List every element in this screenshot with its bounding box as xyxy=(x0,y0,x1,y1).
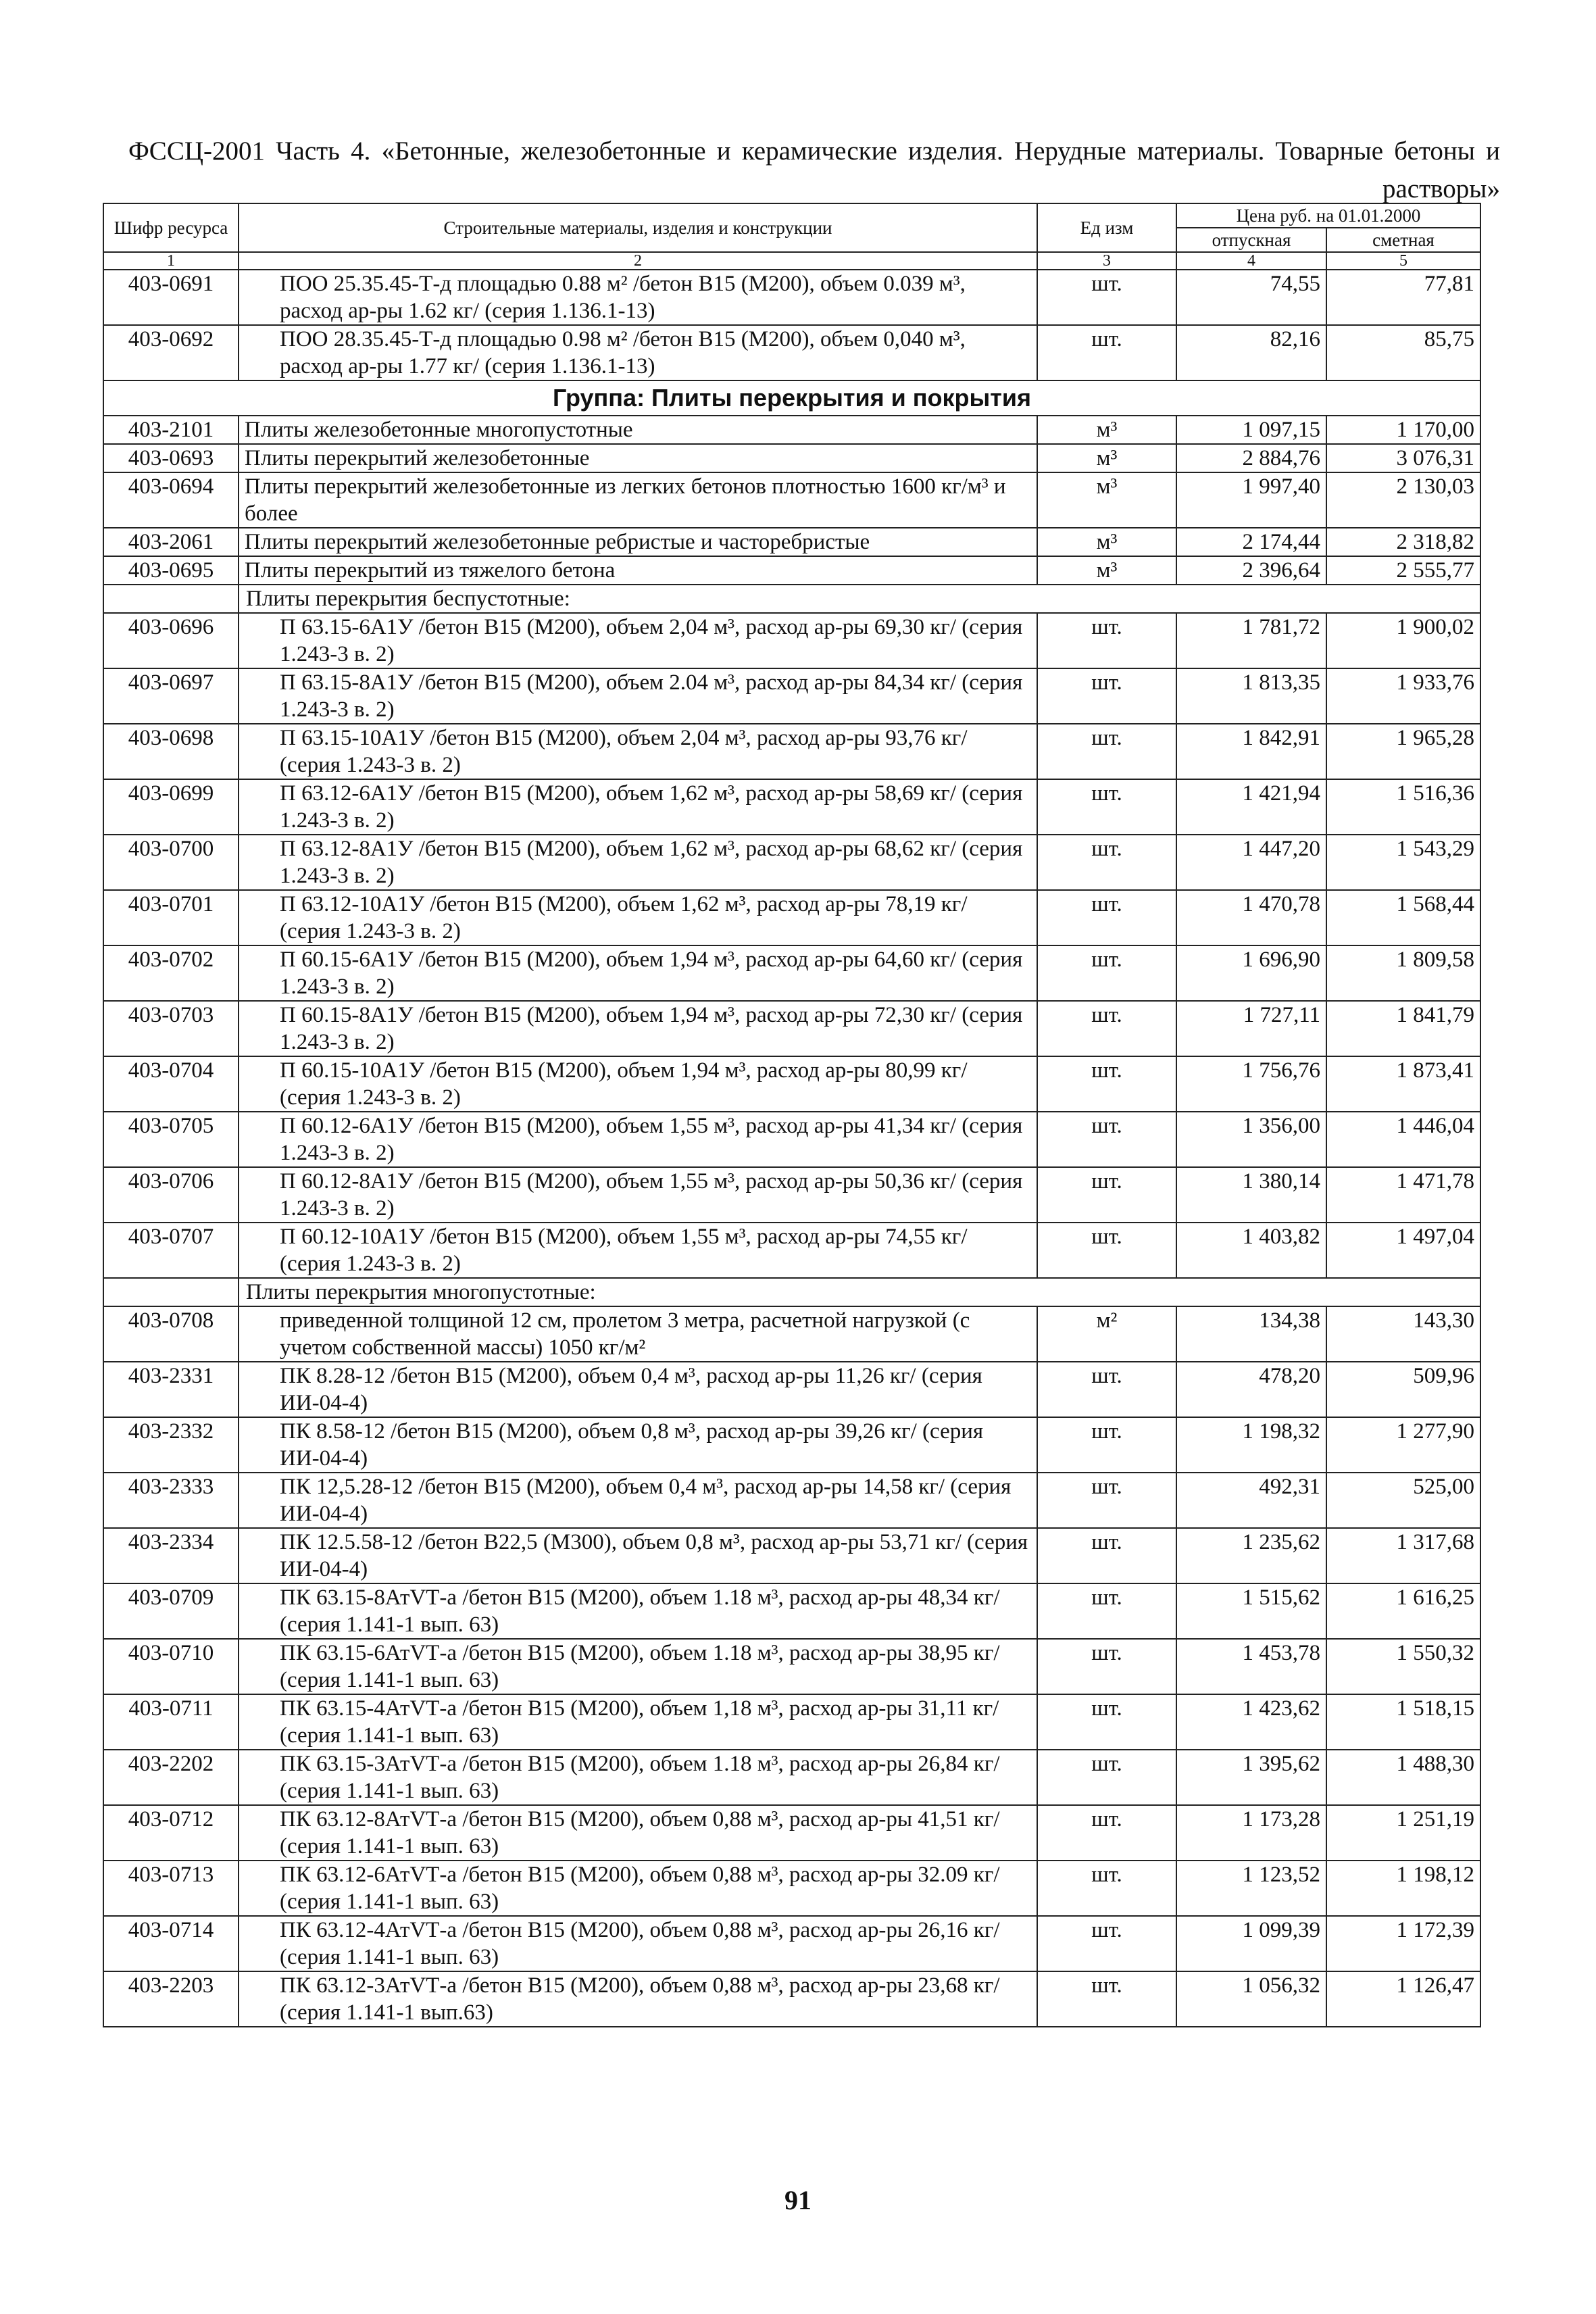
table-row xyxy=(103,945,1480,1001)
col-header-sale: отпускная xyxy=(1176,228,1326,252)
sale-price-cell: 134,38 xyxy=(1176,1306,1326,1362)
sale-price-cell: 1 198,32 xyxy=(1176,1417,1326,1473)
subgroup-row xyxy=(103,1278,1480,1306)
subgroup-row xyxy=(103,585,1480,613)
sale-price-cell: 1 515,62 xyxy=(1176,1583,1326,1639)
price-table xyxy=(103,203,1481,2027)
unit-cell: шт. xyxy=(1037,1694,1176,1750)
material-name-cell: Плиты перекрытий железобетонные ребристые и часторебристые xyxy=(239,528,1037,556)
sale-price-cell: 1 173,28 xyxy=(1176,1805,1326,1861)
estimate-price-cell: 1 488,30 xyxy=(1326,1750,1480,1805)
resource-code-cell: 403-0694 xyxy=(103,472,239,528)
resource-code-cell: 403-0692 xyxy=(103,325,239,380)
table-row xyxy=(103,779,1480,835)
empty-cell xyxy=(103,1278,239,1306)
estimate-price-cell: 1 446,04 xyxy=(1326,1112,1480,1167)
estimate-price-cell: 2 555,77 xyxy=(1326,556,1480,585)
material-name-cell: П 63.15-10А1У /бетон В15 (М200), объем 2,04 м³, расход ар-ры 93,76 кг/ (серия 1.243-3 в. 2) xyxy=(239,724,1037,779)
col-number: 4 xyxy=(1176,252,1326,270)
material-name-cell: ПК 63.15-8АтVТ-а /бетон В15 (М200), объем 1.18 м³, расход ар-ры 48,34 кг/ (серия 1.141-1 вып. 63) xyxy=(239,1583,1037,1639)
resource-code-cell: 403-2061 xyxy=(103,528,239,556)
resource-code-cell: 403-0714 xyxy=(103,1916,239,1971)
estimate-price-cell: 1 172,39 xyxy=(1326,1916,1480,1971)
table-row xyxy=(103,270,1480,325)
material-name-cell: Плиты железобетонные многопустотные xyxy=(239,416,1037,444)
sale-price-cell: 82,16 xyxy=(1176,325,1326,380)
unit-cell: шт. xyxy=(1037,668,1176,724)
sale-price-cell: 1 356,00 xyxy=(1176,1112,1326,1167)
estimate-price-cell: 1 518,15 xyxy=(1326,1694,1480,1750)
sale-price-cell: 1 395,62 xyxy=(1176,1750,1326,1805)
resource-code-cell: 403-0696 xyxy=(103,613,239,668)
estimate-price-cell: 1 900,02 xyxy=(1326,613,1480,668)
resource-code-cell: 403-2101 xyxy=(103,416,239,444)
resource-code-cell: 403-2203 xyxy=(103,1971,239,2027)
unit-cell: шт. xyxy=(1037,1473,1176,1528)
table-row xyxy=(103,1167,1480,1223)
resource-code-cell: 403-0712 xyxy=(103,1805,239,1861)
material-name-cell: П 60.12-6А1У /бетон В15 (М200), объем 1,55 м³, расход ар-ры 41,34 кг/ (серия 1.243-3 в. 2) xyxy=(239,1112,1037,1167)
table-row xyxy=(103,556,1480,585)
resource-code-cell: 403-0705 xyxy=(103,1112,239,1167)
estimate-price-cell: 1 616,25 xyxy=(1326,1583,1480,1639)
estimate-price-cell: 1 198,12 xyxy=(1326,1861,1480,1916)
col-header-price: Цена руб. на 01.01.2000 xyxy=(1176,203,1480,228)
group-heading-row xyxy=(103,380,1480,416)
table-row xyxy=(103,325,1480,380)
unit-cell: шт. xyxy=(1037,1223,1176,1278)
table-row xyxy=(103,472,1480,528)
table-row xyxy=(103,1112,1480,1167)
estimate-price-cell: 1 841,79 xyxy=(1326,1001,1480,1056)
material-name-cell: ПК 63.12-8АтVТ-а /бетон В15 (М200), объем 0,88 м³, расход ар-ры 41,51 кг/ (серия 1.141-1 вып. 63) xyxy=(239,1805,1037,1861)
sale-price-cell: 478,20 xyxy=(1176,1362,1326,1417)
estimate-price-cell: 1 568,44 xyxy=(1326,890,1480,945)
resource-code-cell: 403-0698 xyxy=(103,724,239,779)
estimate-price-cell: 525,00 xyxy=(1326,1473,1480,1528)
table-row xyxy=(103,1528,1480,1583)
sale-price-cell: 1 423,62 xyxy=(1176,1694,1326,1750)
unit-cell: шт. xyxy=(1037,1805,1176,1861)
unit-cell: шт. xyxy=(1037,835,1176,890)
sale-price-cell: 1 470,78 xyxy=(1176,890,1326,945)
sale-price-cell: 1 781,72 xyxy=(1176,613,1326,668)
col-header-name: Строительные материалы, изделия и конструкции xyxy=(239,203,1037,252)
resource-code-cell: 403-0708 xyxy=(103,1306,239,1362)
col-number: 3 xyxy=(1037,252,1176,270)
material-name-cell: П 63.15-6А1У /бетон В15 (М200), объем 2,04 м³, расход ар-ры 69,30 кг/ (серия 1.243-3 в. 2) xyxy=(239,613,1037,668)
unit-cell: шт. xyxy=(1037,1971,1176,2027)
material-name-cell: ПК 63.15-3АтVТ-а /бетон В15 (М200), объем 1.18 м³, расход ар-ры 26,84 кг/ (серия 1.141-1 вып. 63) xyxy=(239,1750,1037,1805)
estimate-price-cell: 77,81 xyxy=(1326,270,1480,325)
table-row xyxy=(103,1916,1480,1971)
group-heading: Группа: Плиты перекрытия и покрытия xyxy=(103,380,1480,416)
table-row xyxy=(103,416,1480,444)
estimate-price-cell: 1 965,28 xyxy=(1326,724,1480,779)
resource-code-cell: 403-2333 xyxy=(103,1473,239,1528)
resource-code-cell: 403-0704 xyxy=(103,1056,239,1112)
table-row xyxy=(103,1223,1480,1278)
estimate-price-cell: 1 251,19 xyxy=(1326,1805,1480,1861)
table-row xyxy=(103,1639,1480,1694)
unit-cell: м² xyxy=(1037,1306,1176,1362)
resource-code-cell: 403-0713 xyxy=(103,1861,239,1916)
page-number: 91 xyxy=(784,2185,812,2215)
material-name-cell: ПК 8.58-12 /бетон В15 (М200), объем 0,8 м³, расход ар-ры 39,26 кг/ (серия ИИ-04-4) xyxy=(239,1417,1037,1473)
resource-code-cell: 403-0703 xyxy=(103,1001,239,1056)
sale-price-cell: 1 727,11 xyxy=(1176,1001,1326,1056)
page-title: ФССЦ-2001 Часть 4. «Бетонные, железобетонные и керамические изделия. Нерудные материалы. Товарные бетоны и растворы» xyxy=(128,137,1500,203)
table-row xyxy=(103,1861,1480,1916)
sale-price-cell: 2 396,64 xyxy=(1176,556,1326,585)
material-name-cell: ПК 63.12-6АтVТ-а /бетон В15 (М200), объем 0,88 м³, расход ар-ры 32.09 кг/ (серия 1.141-1 вып. 63) xyxy=(239,1861,1037,1916)
unit-cell: шт. xyxy=(1037,1362,1176,1417)
resource-code-cell: 403-0709 xyxy=(103,1583,239,1639)
material-name-cell: ПОО 28.35.45-Т-д площадью 0.98 м² /бетон В15 (М200), объем 0,040 м³, расход ар-ры 1.77 кг/ (серия 1.136.1-13) xyxy=(239,325,1037,380)
sale-price-cell: 1 056,32 xyxy=(1176,1971,1326,2027)
material-name-cell: ПК 8.28-12 /бетон В15 (М200), объем 0,4 м³, расход ар-ры 11,26 кг/ (серия ИИ-04-4) xyxy=(239,1362,1037,1417)
table-row xyxy=(103,1001,1480,1056)
unit-cell: шт. xyxy=(1037,613,1176,668)
resource-code-cell: 403-0693 xyxy=(103,444,239,472)
estimate-price-cell: 1 497,04 xyxy=(1326,1223,1480,1278)
sale-price-cell: 492,31 xyxy=(1176,1473,1326,1528)
col-number: 5 xyxy=(1326,252,1480,270)
unit-cell: шт. xyxy=(1037,1528,1176,1583)
material-name-cell: П 60.15-8А1У /бетон В15 (М200), объем 1,94 м³, расход ар-ры 72,30 кг/ (серия 1.243-3 в. 2) xyxy=(239,1001,1037,1056)
material-name-cell: ПК 63.15-6АтVТ-а /бетон В15 (М200), объем 1.18 м³, расход ар-ры 38,95 кг/ (серия 1.141-1 вып. 63) xyxy=(239,1639,1037,1694)
estimate-price-cell: 1 317,68 xyxy=(1326,1528,1480,1583)
col-header-unit: Ед изм xyxy=(1037,203,1176,252)
col-number: 2 xyxy=(239,252,1037,270)
sale-price-cell: 1 403,82 xyxy=(1176,1223,1326,1278)
sale-price-cell: 74,55 xyxy=(1176,270,1326,325)
table-row xyxy=(103,1056,1480,1112)
empty-cell xyxy=(103,585,239,613)
sale-price-cell: 2 884,76 xyxy=(1176,444,1326,472)
resource-code-cell: 403-0699 xyxy=(103,779,239,835)
estimate-price-cell: 85,75 xyxy=(1326,325,1480,380)
material-name-cell: П 63.12-8А1У /бетон В15 (М200), объем 1,62 м³, расход ар-ры 68,62 кг/ (серия 1.243-3 в. 2) xyxy=(239,835,1037,890)
sale-price-cell: 1 447,20 xyxy=(1176,835,1326,890)
sale-price-cell: 1 421,94 xyxy=(1176,779,1326,835)
table-row xyxy=(103,1417,1480,1473)
resource-code-cell: 403-0707 xyxy=(103,1223,239,1278)
col-header-code: Шифр ресурса xyxy=(103,203,239,252)
unit-cell: шт. xyxy=(1037,1861,1176,1916)
material-name-cell: П 60.12-10А1У /бетон В15 (М200), объем 1,55 м³, расход ар-ры 74,55 кг/ (серия 1.243-3 в. 2) xyxy=(239,1223,1037,1278)
estimate-price-cell: 143,30 xyxy=(1326,1306,1480,1362)
unit-cell: шт. xyxy=(1037,1750,1176,1805)
table-row xyxy=(103,1805,1480,1861)
table-row xyxy=(103,1971,1480,2027)
subgroup-heading: Плиты перекрытия беспустотные: xyxy=(239,585,1480,613)
sale-price-cell: 1 235,62 xyxy=(1176,1528,1326,1583)
estimate-price-cell: 1 516,36 xyxy=(1326,779,1480,835)
table-row xyxy=(103,835,1480,890)
material-name-cell: П 60.15-6А1У /бетон В15 (М200), объем 1,94 м³, расход ар-ры 64,60 кг/ (серия 1.243-3 в. 2) xyxy=(239,945,1037,1001)
sale-price-cell: 1 696,90 xyxy=(1176,945,1326,1001)
table-row xyxy=(103,1583,1480,1639)
resource-code-cell: 403-0706 xyxy=(103,1167,239,1223)
material-name-cell: ПОО 25.35.45-Т-д площадью 0.88 м² /бетон В15 (М200), объем 0.039 м³, расход ар-ры 1.62 кг/ (серия 1.136.1-13) xyxy=(239,270,1037,325)
material-name-cell: Плиты перекрытий из тяжелого бетона xyxy=(239,556,1037,585)
unit-cell: шт. xyxy=(1037,890,1176,945)
estimate-price-cell: 1 170,00 xyxy=(1326,416,1480,444)
table-row xyxy=(103,1473,1480,1528)
unit-cell: шт. xyxy=(1037,1916,1176,1971)
resource-code-cell: 403-0710 xyxy=(103,1639,239,1694)
material-name-cell: приведенной толщиной 12 см, пролетом 3 метра, расчетной нагрузкой (с учетом собственной массы) 1050 кг/м² xyxy=(239,1306,1037,1362)
unit-cell: шт. xyxy=(1037,1167,1176,1223)
resource-code-cell: 403-0711 xyxy=(103,1694,239,1750)
resource-code-cell: 403-0701 xyxy=(103,890,239,945)
unit-cell: м³ xyxy=(1037,472,1176,528)
table-header xyxy=(103,203,1480,270)
estimate-price-cell: 1 543,29 xyxy=(1326,835,1480,890)
estimate-price-cell: 1 126,47 xyxy=(1326,1971,1480,2027)
resource-code-cell: 403-2332 xyxy=(103,1417,239,1473)
unit-cell: шт. xyxy=(1037,779,1176,835)
unit-cell: шт. xyxy=(1037,270,1176,325)
material-name-cell: П 60.12-8А1У /бетон В15 (М200), объем 1,55 м³, расход ар-ры 50,36 кг/ (серия 1.243-3 в. 2) xyxy=(239,1167,1037,1223)
table-row xyxy=(103,1694,1480,1750)
sale-price-cell: 2 174,44 xyxy=(1176,528,1326,556)
unit-cell: м³ xyxy=(1037,444,1176,472)
estimate-price-cell: 509,96 xyxy=(1326,1362,1480,1417)
unit-cell: шт. xyxy=(1037,945,1176,1001)
material-name-cell: ПК 12,5.28-12 /бетон В15 (М200), объем 0,4 м³, расход ар-ры 14,58 кг/ (серия ИИ-04-4) xyxy=(239,1473,1037,1528)
resource-code-cell: 403-0697 xyxy=(103,668,239,724)
estimate-price-cell: 1 550,32 xyxy=(1326,1639,1480,1694)
unit-cell: шт. xyxy=(1037,1417,1176,1473)
table-row xyxy=(103,724,1480,779)
sale-price-cell: 1 380,14 xyxy=(1176,1167,1326,1223)
resource-code-cell: 403-0695 xyxy=(103,556,239,585)
estimate-price-cell: 2 318,82 xyxy=(1326,528,1480,556)
unit-cell: шт. xyxy=(1037,1639,1176,1694)
resource-code-cell: 403-2202 xyxy=(103,1750,239,1805)
col-number: 1 xyxy=(103,252,239,270)
table-row xyxy=(103,668,1480,724)
sale-price-cell: 1 813,35 xyxy=(1176,668,1326,724)
estimate-price-cell: 1 277,90 xyxy=(1326,1417,1480,1473)
resource-code-cell: 403-0691 xyxy=(103,270,239,325)
table-row xyxy=(103,1750,1480,1805)
table-row xyxy=(103,613,1480,668)
resource-code-cell: 403-0700 xyxy=(103,835,239,890)
subgroup-heading: Плиты перекрытия многопустотные: xyxy=(239,1278,1480,1306)
sale-price-cell: 1 097,15 xyxy=(1176,416,1326,444)
table-row xyxy=(103,1306,1480,1362)
unit-cell: м³ xyxy=(1037,528,1176,556)
material-name-cell: П 63.15-8А1У /бетон В15 (М200), объем 2.04 м³, расход ар-ры 84,34 кг/ (серия 1.243-3 в. 2) xyxy=(239,668,1037,724)
table-body xyxy=(103,270,1480,2027)
sale-price-cell: 1 099,39 xyxy=(1176,1916,1326,1971)
resource-code-cell: 403-0702 xyxy=(103,945,239,1001)
unit-cell: шт. xyxy=(1037,1056,1176,1112)
sale-price-cell: 1 756,76 xyxy=(1176,1056,1326,1112)
sale-price-cell: 1 453,78 xyxy=(1176,1639,1326,1694)
table-row xyxy=(103,1362,1480,1417)
unit-cell: м³ xyxy=(1037,416,1176,444)
sale-price-cell: 1 997,40 xyxy=(1176,472,1326,528)
sale-price-cell: 1 123,52 xyxy=(1176,1861,1326,1916)
table-row xyxy=(103,528,1480,556)
estimate-price-cell: 1 809,58 xyxy=(1326,945,1480,1001)
resource-code-cell: 403-2331 xyxy=(103,1362,239,1417)
sale-price-cell: 1 842,91 xyxy=(1176,724,1326,779)
material-name-cell: ПК 63.12-4АтVТ-а /бетон В15 (М200), объем 0,88 м³, расход ар-ры 26,16 кг/ (серия 1.141-1 вып. 63) xyxy=(239,1916,1037,1971)
estimate-price-cell: 1 471,78 xyxy=(1326,1167,1480,1223)
material-name-cell: ПК 63.12-3АтVТ-а /бетон В15 (М200), объем 0,88 м³, расход ар-ры 23,68 кг/ (серия 1.141-1 вып.63) xyxy=(239,1971,1037,2027)
estimate-price-cell: 1 873,41 xyxy=(1326,1056,1480,1112)
col-header-estimate: сметная xyxy=(1326,228,1480,252)
material-name-cell: П 63.12-6А1У /бетон В15 (М200), объем 1,62 м³, расход ар-ры 58,69 кг/ (серия 1.243-3 в. 2) xyxy=(239,779,1037,835)
unit-cell: шт. xyxy=(1037,1001,1176,1056)
unit-cell: шт. xyxy=(1037,1583,1176,1639)
unit-cell: шт. xyxy=(1037,325,1176,380)
unit-cell: м³ xyxy=(1037,556,1176,585)
material-name-cell: Плиты перекрытий железобетонные xyxy=(239,444,1037,472)
material-name-cell: ПК 63.15-4АтVТ-а /бетон В15 (М200), объем 1,18 м³, расход ар-ры 31,11 кг/ (серия 1.141-1 вып. 63) xyxy=(239,1694,1037,1750)
material-name-cell: П 63.12-10А1У /бетон В15 (М200), объем 1,62 м³, расход ар-ры 78,19 кг/ (серия 1.243-3 в. 2) xyxy=(239,890,1037,945)
estimate-price-cell: 3 076,31 xyxy=(1326,444,1480,472)
estimate-price-cell: 2 130,03 xyxy=(1326,472,1480,528)
unit-cell: шт. xyxy=(1037,724,1176,779)
table-row xyxy=(103,444,1480,472)
material-name-cell: П 60.15-10А1У /бетон В15 (М200), объем 1,94 м³, расход ар-ры 80,99 кг/ (серия 1.243-3 в. 2) xyxy=(239,1056,1037,1112)
unit-cell: шт. xyxy=(1037,1112,1176,1167)
estimate-price-cell: 1 933,76 xyxy=(1326,668,1480,724)
table-row xyxy=(103,890,1480,945)
resource-code-cell: 403-2334 xyxy=(103,1528,239,1583)
material-name-cell: Плиты перекрытий железобетонные из легких бетонов плотностью 1600 кг/м³ и более xyxy=(239,472,1037,528)
material-name-cell: ПК 12.5.58-12 /бетон В22,5 (М300), объем 0,8 м³, расход ар-ры 53,71 кг/ (серия ИИ-04-4) xyxy=(239,1528,1037,1583)
